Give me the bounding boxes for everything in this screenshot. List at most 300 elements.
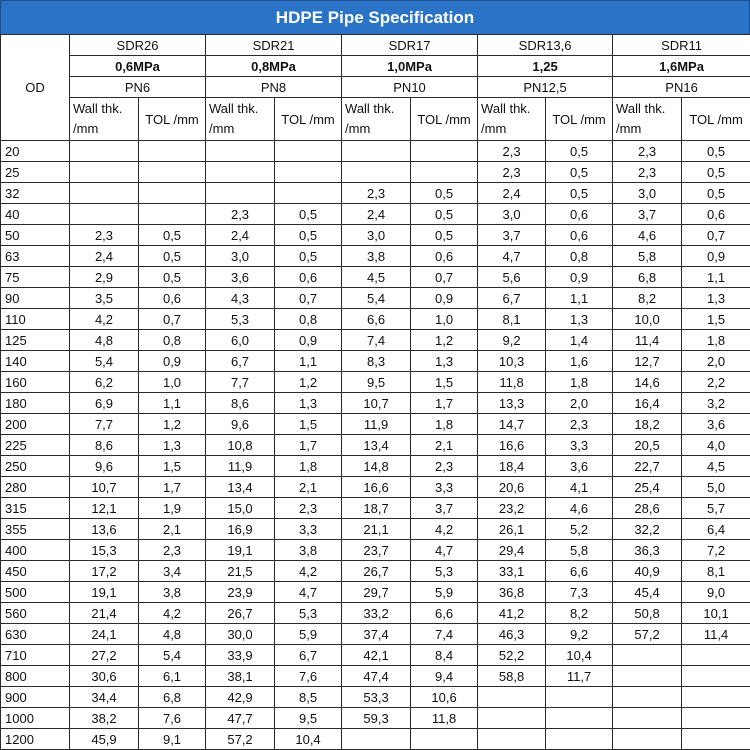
- wall-thickness-cell: 12,1: [70, 498, 139, 519]
- table-row: [1, 687, 750, 708]
- tolerance-cell: [682, 645, 750, 666]
- od-cell: 1000: [1, 708, 70, 729]
- wall-thickness-cell: 8,6: [70, 435, 139, 456]
- wall-thickness-cell: 13,4: [342, 435, 411, 456]
- wall-thickness-cell: 26,7: [342, 561, 411, 582]
- sdr-header: SDR13,6: [478, 35, 613, 56]
- pressure-header: 1,25: [478, 56, 613, 77]
- wall-thickness-cell: 47,4: [342, 666, 411, 687]
- tolerance-cell: 7,3: [546, 582, 613, 603]
- tolerance-cell: 11,8: [411, 708, 478, 729]
- tolerance-cell: 1,7: [275, 435, 342, 456]
- table-row: [1, 708, 750, 729]
- wall-thickness-cell: 4,6: [613, 225, 682, 246]
- tolerance-cell: 0,5: [139, 225, 206, 246]
- wall-thickness-cell: 14,8: [342, 456, 411, 477]
- tolerance-cell: 3,3: [546, 435, 613, 456]
- table-row: [1, 666, 750, 687]
- tolerance-cell: 3,7: [411, 498, 478, 519]
- table-row: [1, 498, 750, 519]
- tolerance-cell: 1,8: [682, 330, 750, 351]
- wall-thickness-cell: [206, 162, 275, 183]
- header-row-pn: [1, 77, 750, 98]
- wall-thickness-cell: 52,2: [478, 645, 546, 666]
- tolerance-cell: 1,2: [411, 330, 478, 351]
- tolerance-cell: 0,7: [275, 288, 342, 309]
- wall-thickness-cell: 20,5: [613, 435, 682, 456]
- tolerance-cell: 0,8: [139, 330, 206, 351]
- od-cell: 800: [1, 666, 70, 687]
- tolerance-cell: 2,3: [546, 414, 613, 435]
- tolerance-cell: 5,2: [546, 519, 613, 540]
- od-cell: 250: [1, 456, 70, 477]
- tolerance-cell: 0,5: [682, 183, 750, 204]
- tolerance-cell: 0,6: [411, 246, 478, 267]
- tolerance-cell: 4,5: [682, 456, 750, 477]
- wall-thickness-cell: 6,8: [613, 267, 682, 288]
- tolerance-cell: 1,8: [546, 372, 613, 393]
- tolerance-cell: 2,0: [682, 351, 750, 372]
- tolerance-cell: 1,1: [546, 288, 613, 309]
- wall-thickness-cell: 29,4: [478, 540, 546, 561]
- od-cell: 75: [1, 267, 70, 288]
- tolerance-cell: 11,4: [682, 624, 750, 645]
- wall-thickness-cell: 18,2: [613, 414, 682, 435]
- tolerance-cell: 5,0: [682, 477, 750, 498]
- table-row: [1, 267, 750, 288]
- od-cell: 50: [1, 225, 70, 246]
- wall-thickness-cell: 11,8: [478, 372, 546, 393]
- tolerance-cell: 1,1: [275, 351, 342, 372]
- wall-thickness-cell: 30,0: [206, 624, 275, 645]
- wall-thickness-cell: 28,6: [613, 498, 682, 519]
- tolerance-cell: 4,1: [546, 477, 613, 498]
- tolerance-cell: 6,4: [682, 519, 750, 540]
- wall-thickness-cell: 21,4: [70, 603, 139, 624]
- tolerance-cell: [139, 162, 206, 183]
- tolerance-header: TOL /mm: [682, 98, 750, 141]
- wall-thickness-cell: 23,7: [342, 540, 411, 561]
- wall-thickness-cell: [342, 162, 411, 183]
- wall-thickness-cell: 9,2: [478, 330, 546, 351]
- tolerance-cell: 6,6: [546, 561, 613, 582]
- tolerance-cell: 0,9: [139, 351, 206, 372]
- tolerance-cell: 2,3: [275, 498, 342, 519]
- wall-thickness-cell: 3,0: [478, 204, 546, 225]
- tolerance-cell: 0,5: [275, 204, 342, 225]
- wall-thickness-cell: 33,9: [206, 645, 275, 666]
- pn-header: PN16: [613, 77, 750, 98]
- tolerance-cell: [682, 666, 750, 687]
- wall-thickness-cell: 14,6: [613, 372, 682, 393]
- table-row: [1, 393, 750, 414]
- od-header: OD: [1, 35, 70, 141]
- wall-thickness-cell: 10,7: [70, 477, 139, 498]
- tolerance-cell: 3,3: [275, 519, 342, 540]
- tolerance-cell: [546, 729, 613, 750]
- pn-header: PN8: [206, 77, 342, 98]
- wall-thickness-cell: 33,1: [478, 561, 546, 582]
- od-cell: 25: [1, 162, 70, 183]
- wall-thickness-cell: 20,6: [478, 477, 546, 498]
- table-body: [1, 141, 750, 750]
- tolerance-cell: 1,0: [411, 309, 478, 330]
- tolerance-cell: 7,6: [139, 708, 206, 729]
- wall-thickness-cell: [613, 666, 682, 687]
- od-cell: 450: [1, 561, 70, 582]
- tolerance-cell: 1,5: [275, 414, 342, 435]
- wall-thickness-cell: 6,7: [206, 351, 275, 372]
- wall-thickness-cell: 14,7: [478, 414, 546, 435]
- od-cell: 355: [1, 519, 70, 540]
- pressure-header: 1,0MPa: [342, 56, 478, 77]
- wall-thickness-cell: 11,4: [613, 330, 682, 351]
- wall-thickness-cell: [206, 183, 275, 204]
- wall-thickness-cell: 6,9: [70, 393, 139, 414]
- tolerance-cell: 9,1: [139, 729, 206, 750]
- tolerance-cell: 3,8: [139, 582, 206, 603]
- tolerance-cell: 1,7: [411, 393, 478, 414]
- od-cell: 560: [1, 603, 70, 624]
- wall-thickness-cell: 18,4: [478, 456, 546, 477]
- tolerance-cell: [682, 729, 750, 750]
- wall-thickness-cell: 21,5: [206, 561, 275, 582]
- wall-thickness-cell: 3,7: [613, 204, 682, 225]
- wall-thickness-cell: [478, 729, 546, 750]
- wall-thickness-cell: [206, 141, 275, 162]
- wall-thickness-cell: 4,2: [70, 309, 139, 330]
- tolerance-cell: 8,1: [682, 561, 750, 582]
- tolerance-cell: 5,3: [411, 561, 478, 582]
- pressure-header: 1,6MPa: [613, 56, 750, 77]
- wall-thickness-cell: 50,8: [613, 603, 682, 624]
- wall-thickness-cell: [613, 729, 682, 750]
- wall-thickness-cell: 2,3: [613, 141, 682, 162]
- wall-thickness-cell: 6,6: [342, 309, 411, 330]
- tolerance-cell: 0,5: [139, 267, 206, 288]
- tolerance-cell: 0,7: [139, 309, 206, 330]
- table-row: [1, 645, 750, 666]
- wall-thickness-cell: 7,7: [206, 372, 275, 393]
- tolerance-cell: 0,9: [546, 267, 613, 288]
- tolerance-cell: 0,6: [275, 267, 342, 288]
- wall-thickness-cell: 4,8: [70, 330, 139, 351]
- tolerance-cell: 9,0: [682, 582, 750, 603]
- table-row: [1, 456, 750, 477]
- tolerance-cell: 0,9: [411, 288, 478, 309]
- wall-thickness-cell: 24,1: [70, 624, 139, 645]
- wall-thickness-cell: 3,5: [70, 288, 139, 309]
- od-cell: 500: [1, 582, 70, 603]
- wall-thickness-cell: 10,0: [613, 309, 682, 330]
- tolerance-cell: 1,7: [139, 477, 206, 498]
- tolerance-cell: 8,5: [275, 687, 342, 708]
- sdr-header: SDR21: [206, 35, 342, 56]
- tolerance-cell: 0,5: [411, 204, 478, 225]
- wall-thickness-cell: 2,3: [206, 204, 275, 225]
- pn-header: PN10: [342, 77, 478, 98]
- wall-thickness-cell: 29,7: [342, 582, 411, 603]
- tolerance-cell: 1,5: [682, 309, 750, 330]
- od-cell: 400: [1, 540, 70, 561]
- tolerance-cell: 1,5: [411, 372, 478, 393]
- od-cell: 20: [1, 141, 70, 162]
- wall-thickness-cell: 41,2: [478, 603, 546, 624]
- tolerance-cell: 2,1: [411, 435, 478, 456]
- tolerance-cell: 1,2: [139, 414, 206, 435]
- tolerance-cell: 1,3: [546, 309, 613, 330]
- wall-thickness-cell: 6,7: [478, 288, 546, 309]
- header-row-pressure: [1, 56, 750, 77]
- wall-thickness-cell: 32,2: [613, 519, 682, 540]
- wall-thickness-header: Wall thk. /mm: [613, 98, 682, 141]
- tolerance-cell: 11,7: [546, 666, 613, 687]
- wall-thickness-cell: 2,3: [613, 162, 682, 183]
- wall-thickness-cell: 9,5: [342, 372, 411, 393]
- tolerance-cell: 3,4: [139, 561, 206, 582]
- wall-thickness-cell: 15,0: [206, 498, 275, 519]
- wall-thickness-cell: 57,2: [206, 729, 275, 750]
- tolerance-cell: 2,1: [275, 477, 342, 498]
- wall-thickness-cell: 59,3: [342, 708, 411, 729]
- wall-thickness-cell: 21,1: [342, 519, 411, 540]
- od-cell: 280: [1, 477, 70, 498]
- tolerance-cell: 0,5: [546, 183, 613, 204]
- table-row: [1, 372, 750, 393]
- tolerance-cell: 1,4: [546, 330, 613, 351]
- table-row: [1, 603, 750, 624]
- table-row: [1, 582, 750, 603]
- wall-thickness-header: Wall thk. /mm: [70, 98, 139, 141]
- tolerance-cell: 2,3: [411, 456, 478, 477]
- wall-thickness-cell: 8,3: [342, 351, 411, 372]
- tolerance-cell: 3,3: [411, 477, 478, 498]
- wall-thickness-cell: 16,9: [206, 519, 275, 540]
- tolerance-cell: 0,5: [139, 246, 206, 267]
- wall-thickness-cell: 3,7: [478, 225, 546, 246]
- wall-thickness-cell: [70, 204, 139, 225]
- tolerance-cell: 0,6: [546, 225, 613, 246]
- table-row: [1, 435, 750, 456]
- wall-thickness-cell: 22,7: [613, 456, 682, 477]
- od-cell: 32: [1, 183, 70, 204]
- wall-thickness-cell: 27,2: [70, 645, 139, 666]
- wall-thickness-cell: 2,9: [70, 267, 139, 288]
- od-cell: 315: [1, 498, 70, 519]
- wall-thickness-cell: 2,3: [478, 141, 546, 162]
- tolerance-cell: 2,2: [682, 372, 750, 393]
- table-row: [1, 141, 750, 162]
- spec-table: [0, 34, 750, 750]
- wall-thickness-cell: 16,6: [478, 435, 546, 456]
- wall-thickness-cell: 10,3: [478, 351, 546, 372]
- tolerance-cell: 2,1: [139, 519, 206, 540]
- wall-thickness-cell: [342, 141, 411, 162]
- od-cell: 125: [1, 330, 70, 351]
- sdr-header: SDR11: [613, 35, 750, 56]
- tolerance-cell: 5,4: [139, 645, 206, 666]
- tolerance-cell: 8,4: [411, 645, 478, 666]
- wall-thickness-cell: 2,3: [70, 225, 139, 246]
- table-row: [1, 519, 750, 540]
- tolerance-cell: 2,3: [139, 540, 206, 561]
- od-cell: 63: [1, 246, 70, 267]
- wall-thickness-cell: 11,9: [206, 456, 275, 477]
- wall-thickness-cell: 8,2: [613, 288, 682, 309]
- wall-thickness-cell: 53,3: [342, 687, 411, 708]
- wall-thickness-cell: [478, 708, 546, 729]
- tolerance-cell: [546, 687, 613, 708]
- wall-thickness-cell: 57,2: [613, 624, 682, 645]
- tolerance-cell: [139, 141, 206, 162]
- wall-thickness-cell: 18,7: [342, 498, 411, 519]
- od-cell: 180: [1, 393, 70, 414]
- wall-thickness-cell: [613, 687, 682, 708]
- tolerance-cell: 4,6: [546, 498, 613, 519]
- tolerance-cell: 1,6: [546, 351, 613, 372]
- od-cell: 40: [1, 204, 70, 225]
- wall-thickness-cell: 38,1: [206, 666, 275, 687]
- wall-thickness-cell: 38,2: [70, 708, 139, 729]
- tolerance-cell: 5,3: [275, 603, 342, 624]
- table-header: [1, 35, 750, 141]
- table-row: [1, 288, 750, 309]
- wall-thickness-cell: [70, 183, 139, 204]
- wall-thickness-cell: [342, 729, 411, 750]
- table-title: HDPE Pipe Specification: [0, 0, 750, 35]
- table-row: [1, 729, 750, 750]
- tolerance-cell: 0,7: [682, 225, 750, 246]
- wall-thickness-cell: 11,9: [342, 414, 411, 435]
- wall-thickness-cell: [613, 708, 682, 729]
- tolerance-cell: [139, 183, 206, 204]
- wall-thickness-cell: 6,2: [70, 372, 139, 393]
- tolerance-cell: [682, 687, 750, 708]
- table-row: [1, 225, 750, 246]
- tolerance-cell: 1,9: [139, 498, 206, 519]
- tolerance-cell: [411, 729, 478, 750]
- tolerance-cell: 0,5: [682, 141, 750, 162]
- od-cell: 630: [1, 624, 70, 645]
- tolerance-cell: 3,6: [682, 414, 750, 435]
- tolerance-cell: 0,6: [139, 288, 206, 309]
- tolerance-cell: 10,6: [411, 687, 478, 708]
- table-row: [1, 309, 750, 330]
- tolerance-cell: 7,4: [411, 624, 478, 645]
- tolerance-cell: 6,6: [411, 603, 478, 624]
- tolerance-cell: [411, 162, 478, 183]
- tolerance-cell: 5,8: [546, 540, 613, 561]
- wall-thickness-cell: 5,8: [613, 246, 682, 267]
- wall-thickness-cell: 2,4: [70, 246, 139, 267]
- tolerance-cell: 1,1: [139, 393, 206, 414]
- pn-header: PN12,5: [478, 77, 613, 98]
- od-cell: 710: [1, 645, 70, 666]
- tolerance-cell: 10,1: [682, 603, 750, 624]
- wall-thickness-cell: 10,7: [342, 393, 411, 414]
- tolerance-header: TOL /mm: [411, 98, 478, 141]
- tolerance-cell: 10,4: [546, 645, 613, 666]
- wall-thickness-cell: 4,5: [342, 267, 411, 288]
- tolerance-cell: 1,3: [411, 351, 478, 372]
- tolerance-cell: 3,6: [546, 456, 613, 477]
- pressure-header: 0,8MPa: [206, 56, 342, 77]
- tolerance-cell: 0,5: [275, 225, 342, 246]
- wall-thickness-cell: 8,6: [206, 393, 275, 414]
- tolerance-cell: 1,2: [275, 372, 342, 393]
- table-row: [1, 477, 750, 498]
- tolerance-cell: 1,3: [682, 288, 750, 309]
- tolerance-cell: 4,2: [411, 519, 478, 540]
- tolerance-cell: 8,2: [546, 603, 613, 624]
- od-cell: 140: [1, 351, 70, 372]
- wall-thickness-cell: 5,4: [342, 288, 411, 309]
- sdr-header: SDR26: [70, 35, 206, 56]
- wall-thickness-cell: 2,3: [478, 162, 546, 183]
- table-row: [1, 183, 750, 204]
- wall-thickness-cell: 17,2: [70, 561, 139, 582]
- wall-thickness-cell: 2,4: [478, 183, 546, 204]
- tolerance-cell: 5,7: [682, 498, 750, 519]
- od-cell: 200: [1, 414, 70, 435]
- wall-thickness-cell: 58,8: [478, 666, 546, 687]
- wall-thickness-cell: 42,1: [342, 645, 411, 666]
- table-row: [1, 414, 750, 435]
- tolerance-cell: 0,6: [546, 204, 613, 225]
- wall-thickness-cell: 19,1: [206, 540, 275, 561]
- wall-thickness-cell: 3,8: [342, 246, 411, 267]
- tolerance-header: TOL /mm: [275, 98, 342, 141]
- wall-thickness-cell: 13,6: [70, 519, 139, 540]
- wall-thickness-cell: 36,8: [478, 582, 546, 603]
- wall-thickness-header: Wall thk. /mm: [206, 98, 275, 141]
- od-cell: 110: [1, 309, 70, 330]
- wall-thickness-cell: 5,3: [206, 309, 275, 330]
- pn-header: PN6: [70, 77, 206, 98]
- od-cell: 1200: [1, 729, 70, 750]
- tolerance-cell: 3,8: [275, 540, 342, 561]
- tolerance-cell: 1,3: [275, 393, 342, 414]
- tolerance-cell: 5,9: [275, 624, 342, 645]
- tolerance-cell: 9,5: [275, 708, 342, 729]
- wall-thickness-cell: 37,4: [342, 624, 411, 645]
- tolerance-cell: 5,9: [411, 582, 478, 603]
- wall-thickness-cell: 2,4: [206, 225, 275, 246]
- wall-thickness-cell: 40,9: [613, 561, 682, 582]
- wall-thickness-cell: 4,7: [478, 246, 546, 267]
- wall-thickness-cell: 46,3: [478, 624, 546, 645]
- wall-thickness-cell: 23,2: [478, 498, 546, 519]
- wall-thickness-cell: 9,6: [206, 414, 275, 435]
- header-row-sdr: [1, 35, 750, 56]
- wall-thickness-header: Wall thk. /mm: [342, 98, 411, 141]
- tolerance-cell: [411, 141, 478, 162]
- tolerance-cell: 4,8: [139, 624, 206, 645]
- tolerance-cell: 1,3: [139, 435, 206, 456]
- pressure-header: 0,6MPa: [70, 56, 206, 77]
- table-row: [1, 351, 750, 372]
- wall-thickness-cell: [70, 162, 139, 183]
- wall-thickness-cell: [70, 141, 139, 162]
- tolerance-cell: 1,1: [682, 267, 750, 288]
- od-cell: 225: [1, 435, 70, 456]
- table-row: [1, 204, 750, 225]
- wall-thickness-cell: 16,6: [342, 477, 411, 498]
- wall-thickness-cell: 34,4: [70, 687, 139, 708]
- tolerance-cell: 7,6: [275, 666, 342, 687]
- tolerance-cell: 0,5: [275, 246, 342, 267]
- wall-thickness-cell: 3,0: [342, 225, 411, 246]
